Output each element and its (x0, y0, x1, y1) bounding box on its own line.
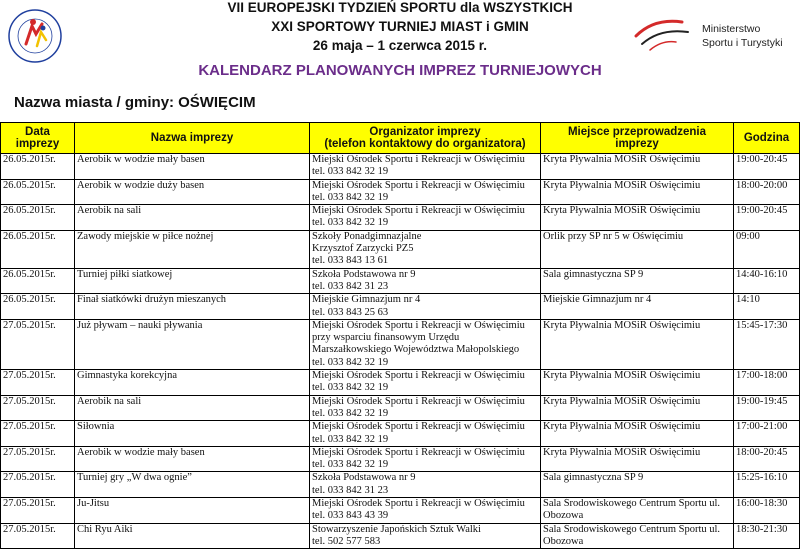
cell-organizer-line: Szkoła Podstawowa nr 9 (312, 472, 416, 484)
cell-place-line: Obozowa (543, 535, 584, 547)
cell-date: 26.05.2015r. (1, 205, 75, 231)
cell-event-name: Zawody miejskie w piłce nożnej (75, 230, 310, 268)
cell-event-name: Gimnastyka korekcyjna (75, 370, 310, 396)
header-organizer-line: (telefon kontaktowy do organizatora) (324, 138, 526, 150)
header-line-3: 26 maja – 1 czerwca 2015 r. (312, 38, 488, 53)
cell-date: 27.05.2015r. (1, 523, 75, 549)
cell-organizer-line: tel. 033 842 32 19 (312, 191, 389, 203)
table-row (1, 154, 800, 180)
cell-organizer (310, 498, 541, 524)
cell-place (541, 498, 734, 524)
header-time-line: Godzina (743, 132, 790, 144)
cell-event-name: Turniej piłki siatkowej (75, 268, 310, 294)
cell-date: 27.05.2015r. (1, 446, 75, 472)
cell-event-name: Finał siatkówki drużyn mieszanych (75, 294, 310, 320)
table-row (1, 498, 800, 524)
table-row (1, 472, 800, 498)
table-header-row (1, 123, 800, 154)
city-name: OŚWIĘCIM (178, 94, 256, 111)
cell-organizer-line: tel. 033 842 32 19 (312, 433, 389, 445)
cell-organizer-line: tel. 033 843 25 63 (312, 306, 389, 318)
cell-place (541, 230, 734, 268)
cell-organizer-line: tel. 033 843 43 39 (312, 510, 389, 522)
cell-place (541, 268, 734, 294)
cell-date: 27.05.2015r. (1, 370, 75, 396)
cell-time: 14:40-16:10 (734, 268, 800, 294)
events-table (0, 122, 800, 549)
header-date (1, 123, 75, 154)
cell-place-line: Sala Środowiskowego Centrum Sportu ul. (543, 498, 721, 510)
cell-place-line: Kryta Pływalnia MOSiR Oświęcimiu (543, 154, 701, 165)
header-place-line: Miejsce przeprowadzenia (567, 126, 707, 138)
cell-place-line: Sala gimnastyczna SP 9 (543, 268, 644, 280)
cell-place-line: Sala gimnastyczna SP 9 (543, 472, 644, 484)
cell-place-line: Kryta Pływalnia MOSiR Oświęcimiu (543, 370, 701, 382)
header-time (734, 123, 800, 154)
cell-organizer-line: tel. 033 842 32 19 (312, 459, 389, 471)
table-row (1, 523, 800, 549)
table-body (1, 154, 800, 549)
cell-organizer-line: tel. 033 843 13 61 (312, 255, 389, 267)
cell-time: 19:00-20:45 (734, 205, 800, 231)
cell-place (541, 205, 734, 231)
cell-organizer-line: Miejski Ośrodek Sportu i Rekreacji w Oświęcimiu (312, 205, 525, 217)
cell-place-line: Kryta Pływalnia MOSiR Oświęcimiu (543, 421, 701, 433)
cell-place (541, 421, 734, 447)
table-row (1, 179, 800, 205)
cell-date: 26.05.2015r. (1, 230, 75, 268)
cell-time: 17:00-21:00 (734, 421, 800, 447)
table-row (1, 268, 800, 294)
city-heading (14, 94, 256, 111)
cell-time: 19:00-19:45 (734, 395, 800, 421)
cell-event-name: Aerobik na sali (75, 205, 310, 231)
cell-place (541, 319, 734, 369)
cell-date: 27.05.2015r. (1, 472, 75, 498)
ministry-name-line-2: Sportu i Turystyki (702, 37, 783, 49)
cell-organizer-line: tel. 033 842 32 19 (312, 407, 389, 419)
cell-organizer-line: przy wsparciu finansowym Urzędu (312, 332, 460, 344)
city-label: Nazwa miasta / gminy: (14, 94, 175, 111)
table-row (1, 319, 800, 369)
cell-place-line: Kryta Pływalnia MOSiR Oświęcimiu (543, 446, 701, 458)
cell-organizer-line: Miejski Ośrodek Sportu i Rekreacji w Oświęcimiu (312, 179, 525, 191)
cell-date: 26.05.2015r. (1, 179, 75, 205)
cell-place (541, 446, 734, 472)
document-header (0, 0, 800, 120)
header-date-line: Data (25, 126, 50, 138)
cell-organizer (310, 446, 541, 472)
cell-place (541, 472, 734, 498)
cell-organizer (310, 421, 541, 447)
cell-date: 26.05.2015r. (1, 268, 75, 294)
cell-organizer (310, 294, 541, 320)
header-organizer-line: Organizator imprezy (369, 126, 481, 138)
cell-event-name: Aerobik na sali (75, 395, 310, 421)
cell-organizer-line: Marszałkowskiego Województwa Małopolskiego (312, 344, 520, 356)
table-row (1, 395, 800, 421)
cell-organizer-line: Szkoła Podstawowa nr 9 (312, 268, 416, 280)
cell-organizer (310, 370, 541, 396)
ministry-name-line-1: Ministerstwo (702, 23, 761, 35)
header-name (75, 123, 310, 154)
cell-place-line: Sala Środowiskowego Centrum Sportu ul. (543, 523, 721, 535)
cell-event-name: Turniej gry „W dwa ognie” (75, 472, 310, 498)
cell-place-line: Obozowa (543, 510, 584, 522)
cell-time: 15:45-17:30 (734, 319, 800, 369)
cell-place-line: Kryta Pływalnia MOSiR Oświęcimiu (543, 319, 701, 331)
cell-place (541, 370, 734, 396)
cell-place-line: Kryta Pływalnia MOSiR Oświęcimiu (543, 395, 701, 407)
cell-time: 14:10 (734, 294, 800, 320)
cell-organizer-line: tel. 033 842 32 19 (312, 356, 389, 368)
cell-time: 18:30-21:30 (734, 523, 800, 549)
cell-organizer (310, 205, 541, 231)
cell-organizer (310, 395, 541, 421)
cell-time: 17:00-18:00 (734, 370, 800, 396)
cell-date: 26.05.2015r. (1, 154, 75, 180)
cell-organizer-line: Miejski Ośrodek Sportu i Rekreacji w Oświęcimiu (312, 154, 525, 165)
cell-organizer-line: Miejski Ośrodek Sportu i Rekreacji w Oświęcimiu (312, 498, 525, 510)
cell-organizer-line: tel. 033 842 32 19 (312, 382, 389, 394)
cell-event-name: Aerobik w wodzie mały basen (75, 446, 310, 472)
cell-place-line: Orlik przy SP nr 5 w Oświęcimiu (543, 230, 684, 242)
header-place-line: imprezy (615, 138, 659, 150)
cell-place (541, 179, 734, 205)
header-date-line: imprezy (15, 138, 60, 150)
table-row (1, 446, 800, 472)
cell-organizer (310, 179, 541, 205)
ministry-emblem-icon (632, 14, 694, 54)
cell-place (541, 395, 734, 421)
header-line-2: XXI SPORTOWY TURNIEJ MIAST i GMIN (271, 19, 529, 34)
cell-place-line: Kryta Pływalnia MOSiR Oświęcimiu (543, 205, 701, 217)
cell-organizer (310, 154, 541, 180)
table-row (1, 294, 800, 320)
cell-date: 27.05.2015r. (1, 319, 75, 369)
cell-place (541, 154, 734, 180)
cell-organizer (310, 268, 541, 294)
cell-time: 18:00-20:45 (734, 446, 800, 472)
cell-organizer-line: Miejskie Gimnazjum nr 4 (312, 294, 421, 306)
cell-organizer-line: Szkoły Ponadgimnazjalne (312, 230, 422, 242)
table-row (1, 421, 800, 447)
cell-time: 09:00 (734, 230, 800, 268)
cell-organizer (310, 319, 541, 369)
table-row (1, 230, 800, 268)
cell-organizer (310, 523, 541, 549)
cell-organizer (310, 472, 541, 498)
table-row (1, 370, 800, 396)
cell-organizer-line: Miejski Ośrodek Sportu i Rekreacji w Oświęcimiu (312, 421, 525, 433)
cell-place-line: Miejskie Gimnazjum nr 4 (543, 294, 652, 306)
header-name-line: Nazwa imprezy (150, 132, 234, 144)
cell-date: 26.05.2015r. (1, 294, 75, 320)
header-organizer (310, 123, 541, 154)
ministry-logo (632, 14, 792, 58)
cell-time: 15:25-16:10 (734, 472, 800, 498)
header-place (541, 123, 734, 154)
cell-time: 16:00-18:30 (734, 498, 800, 524)
cell-organizer-line: tel. 033 842 31 23 (312, 280, 389, 292)
cell-event-name: Siłownia (75, 421, 310, 447)
cell-event-name: Aerobik w wodzie duży basen (75, 179, 310, 205)
cell-place (541, 523, 734, 549)
cell-organizer-line: tel. 502 577 583 (312, 535, 381, 547)
cell-organizer-line: tel. 033 842 32 19 (312, 166, 389, 178)
cell-event-name: Aerobik w wodzie mały basen (75, 154, 310, 180)
cell-organizer-line: Miejski Ośrodek Sportu i Rekreacji w Oświęcimiu (312, 446, 525, 458)
table-row (1, 205, 800, 231)
cell-organizer-line: Krzysztof Zarzycki PZ5 (312, 243, 414, 255)
cell-time: 18:00-20:00 (734, 179, 800, 205)
calendar-title: KALENDARZ PLANOWANYCH IMPREZ TURNIEJOWYCH (198, 62, 602, 79)
cell-date: 27.05.2015r. (1, 421, 75, 447)
cell-date: 27.05.2015r. (1, 395, 75, 421)
cell-organizer-line: Stowarzyszenie Japońskich Sztuk Walki (312, 523, 481, 535)
cell-organizer-line: Miejski Ośrodek Sportu i Rekreacji w Oświęcimiu (312, 395, 525, 407)
cell-place (541, 294, 734, 320)
cell-organizer (310, 230, 541, 268)
cell-place-line: Kryta Pływalnia MOSiR Oświęcimiu (543, 179, 701, 191)
cell-event-name: Już pływam – nauki pływania (75, 319, 310, 369)
cell-organizer-line: tel. 033 842 31 23 (312, 484, 389, 496)
cell-organizer-line: tel. 033 842 32 19 (312, 217, 389, 229)
cell-time: 19:00-20:45 (734, 154, 800, 180)
cell-organizer-line: Miejski Ośrodek Sportu i Rekreacji w Oświęcimiu (312, 319, 525, 331)
cell-event-name: Chi Ryu Aiki (75, 523, 310, 549)
cell-event-name: Ju-Jitsu (75, 498, 310, 524)
header-line-1: VII EUROPEJSKI TYDZIEŃ SPORTU dla WSZYSTKICH (227, 0, 573, 15)
cell-organizer-line: Miejski Ośrodek Sportu i Rekreacji w Oświęcimiu (312, 370, 525, 382)
cell-date: 27.05.2015r. (1, 498, 75, 524)
